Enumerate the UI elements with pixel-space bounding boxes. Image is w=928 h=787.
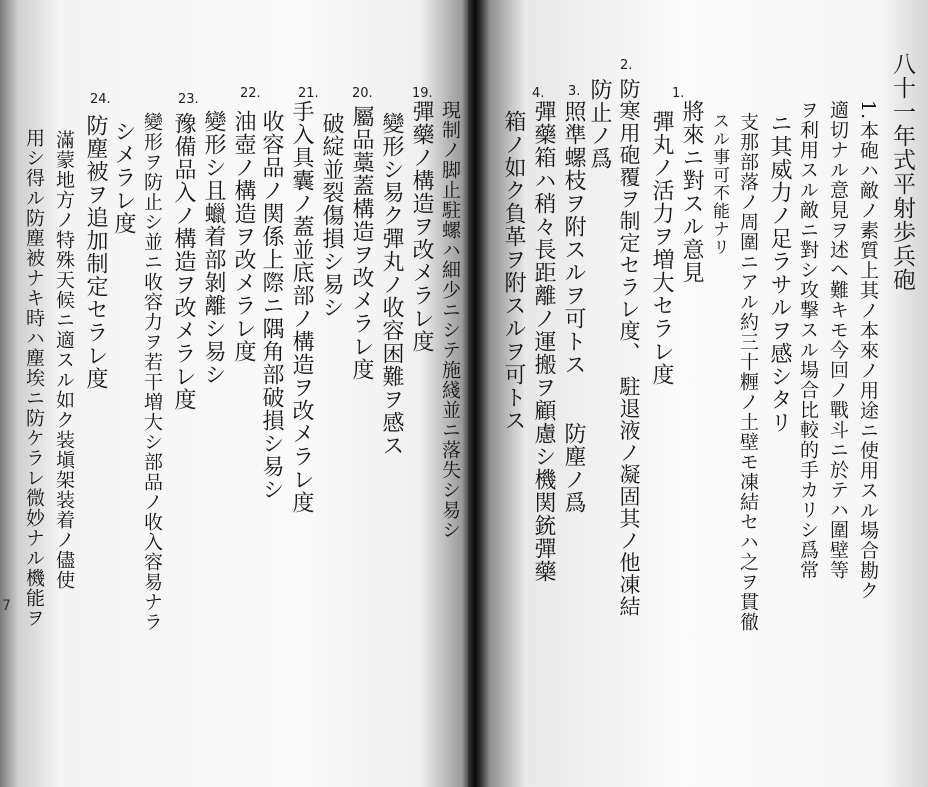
intro-line: スル事可不能ナリ <box>709 112 729 256</box>
item-text: 屬品藁蓋構造ヲ改メラレ度 <box>349 105 374 381</box>
intro-line: ヲ利用スル敵ニ對シ攻撃スル場合比較的手カリシ爲常 <box>797 100 819 580</box>
item-number: 19. <box>412 86 433 101</box>
page-title: 八十一年式平射歩兵砲 <box>889 52 915 292</box>
item-text: 豫備品入ノ構造ヲ改メラレ度 <box>171 112 196 411</box>
item-text: 防塵被ヲ追加制定セラレ度 <box>83 114 108 390</box>
item-number: 4. <box>532 86 545 101</box>
item-text: シメラレ度 <box>111 120 136 235</box>
item-number: 23. <box>178 92 199 107</box>
item-number: 22. <box>240 86 261 101</box>
page-edge-mark: 7 <box>2 598 11 614</box>
section-title: 將來ニ對スル意見 <box>679 100 704 284</box>
item-text: 手入具囊ノ蓋並底部ノ構造ヲ改メラレ度 <box>289 100 314 514</box>
intro-line: 適切ナル意見ヲ述ヘ難キモ今回ノ戰斗ニ於テハ圍壁等 <box>827 100 849 580</box>
item-text: 彈藥箱ハ稍々長距離ノ運搬ヲ顧慮シ機関銃彈藥 <box>531 100 556 583</box>
item-text: 箱ノ如ク負革ヲ附スルヲ可トス <box>501 110 526 432</box>
item-text: 防寒用砲覆ヲ制定セラレ度、 駐退液ノ凝固其ノ他凍結 <box>617 78 641 618</box>
right-page <box>480 0 928 787</box>
item-text: 破綻並裂傷損シ易シ <box>319 112 344 319</box>
intro-line: ニ其威力ノ足ラサルヲ感シタリ <box>767 112 792 434</box>
item-text: 油壺ノ構造ヲ改メラレ度 <box>231 110 256 363</box>
item-text: 變形シ且蠟着部剝離シ易シ <box>201 110 226 386</box>
item-text: 彈丸ノ活力ヲ増大セラレ度 <box>649 110 674 386</box>
intro-line: 支那部落ノ周圍ニアル約三十糎ノ土壁モ凍結セハ之ヲ貫徹 <box>737 112 759 632</box>
item-number: 3. <box>568 84 581 99</box>
item-number: 1. <box>672 86 685 101</box>
intro-line: 1.本砲ハ敵ノ素質上其ノ本來ノ用途ニ使用スル場合勘ク <box>857 100 879 601</box>
item-text: 現制ノ脚止駐螺ハ細少ニシテ施綫並ニ落失シ易シ <box>439 100 461 540</box>
item-text: 照準螺枝ヲ附スルヲ可トス 防塵ノ爲 <box>561 100 586 514</box>
item-number: 21. <box>298 86 319 101</box>
item-text: 用シ得ル防塵被ナキ時ハ塵埃ニ防ケラレ微妙ナル機能ヲ <box>23 128 45 628</box>
item-text: 收容品ノ関係上際ニ隅角部破損シ易シ <box>259 110 284 501</box>
item-text: 防止ノ爲 <box>587 78 612 170</box>
item-text: 滿蒙地方ノ特殊天候ニ適スル如ク装塡架装着ノ儘使 <box>53 130 75 590</box>
item-number: 2. <box>620 58 633 73</box>
item-number: 24. <box>90 92 111 107</box>
item-text: 變形ヲ防止シ並ニ收容力ヲ若干増大シ部品ノ收入容易ナラ <box>141 112 163 632</box>
item-number: 20. <box>352 86 373 101</box>
item-text: 變形シ易ク彈丸ノ收容困難ヲ感ス <box>379 112 404 457</box>
item-text: 彈藥ノ構造ヲ改メラレ度 <box>409 100 434 353</box>
